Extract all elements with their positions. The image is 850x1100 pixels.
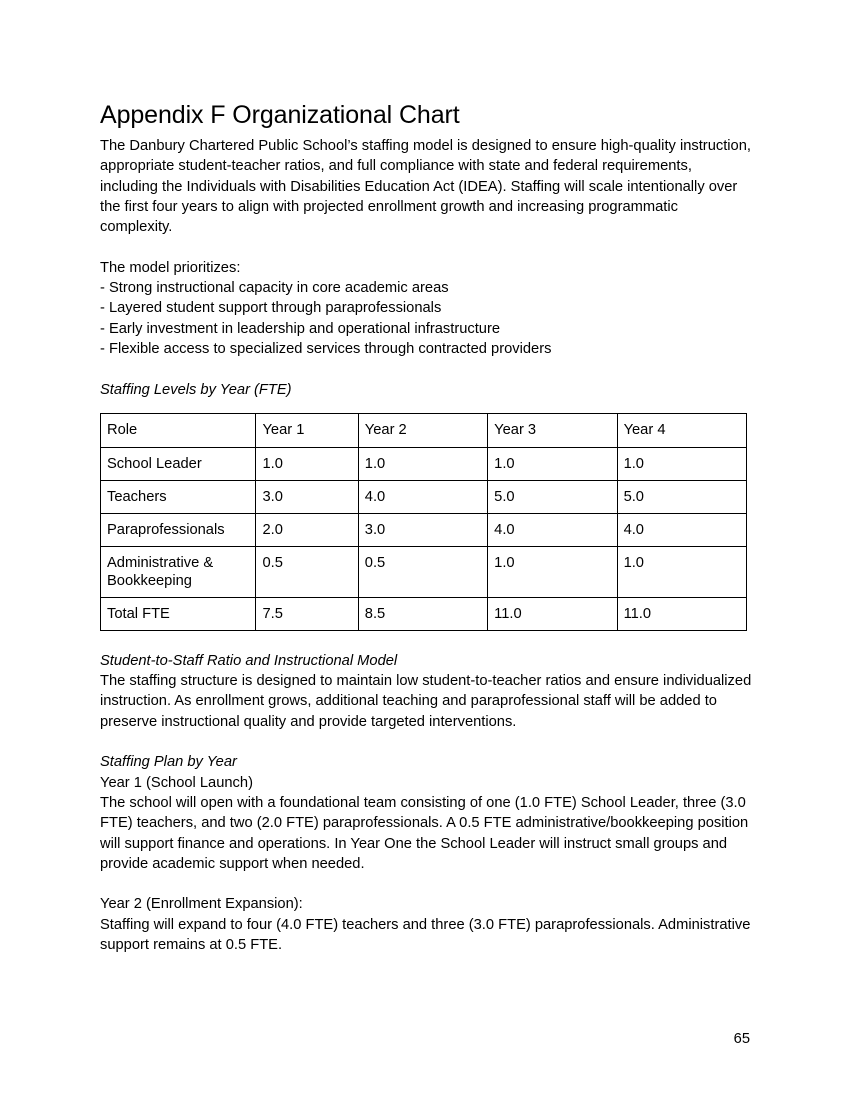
table-cell: 11.0 <box>488 597 617 630</box>
table-cell: 3.0 <box>256 480 358 513</box>
table-cell: 3.0 <box>358 513 487 546</box>
table-cell: Administrative & Bookkeeping <box>101 546 256 597</box>
table-row <box>101 513 747 546</box>
list-item: - Layered student support through paraprofessionals <box>100 300 442 317</box>
table-row <box>101 480 747 513</box>
section-title-plan: Staffing Plan by Year <box>100 754 237 771</box>
table-cell: 1.0 <box>488 447 617 480</box>
column-header: Role <box>101 413 256 447</box>
table-cell: 7.5 <box>256 597 358 630</box>
table-cell: 1.0 <box>617 447 746 480</box>
table-cell: 0.5 <box>256 546 358 597</box>
table-cell: 4.0 <box>488 513 617 546</box>
table-cell: 5.0 <box>617 480 746 513</box>
column-header: Year 2 <box>358 413 487 447</box>
column-header: Year 1 <box>256 413 358 447</box>
table-cell: School Leader <box>101 447 256 480</box>
column-header: Year 4 <box>617 413 746 447</box>
table-cell: 8.5 <box>358 597 487 630</box>
priorities-list <box>100 258 752 359</box>
table-cell: 1.0 <box>256 447 358 480</box>
table-cell: 1.0 <box>617 546 746 597</box>
table-cell: 4.0 <box>617 513 746 546</box>
year1-paragraph: The school will open with a foundational team consisting of one (1.0 FTE) School Leader, three (3.0 FTE) teachers, and two (2.0 FTE) paraprofessionals. A 0.5 FTE administrative/bookkeeping position will support finance and operations. In Year One the School Leader will instruct small groups and provide academic support when needed. <box>100 794 749 872</box>
intro-paragraph: The Danbury Chartered Public School’s staffing model is designed to ensure high-quality instruction, appropriate student-teacher ratios, and full compliance with state and federal requirements, including the Individuals with Disabilities Education Act (IDEA). Staffing will scale intentionally over the first four years to align with projected enrollment growth and increasing programmatic complexity. <box>100 138 751 236</box>
section-title-ratio: Student-to-Staff Ratio and Instructional Model <box>100 652 398 669</box>
year1-heading: Year 1 (School Launch) <box>100 774 253 791</box>
table-cell: 5.0 <box>488 480 617 513</box>
spacer <box>100 874 752 894</box>
table-row <box>101 447 747 480</box>
table-cell: 1.0 <box>488 546 617 597</box>
list-item: - Early investment in leadership and operational infrastructure <box>100 320 501 337</box>
page-number: 65 <box>733 1031 750 1047</box>
year2-heading: Year 2 (Enrollment Expansion): <box>100 896 303 913</box>
table-row <box>101 597 747 630</box>
table-cell: 2.0 <box>256 513 358 546</box>
table-header-row <box>101 413 747 447</box>
table-cell: Paraprofessionals <box>101 513 256 546</box>
table-cell: Teachers <box>101 480 256 513</box>
staffing-table <box>100 413 747 631</box>
priorities-lead: The model prioritizes: <box>100 259 241 276</box>
year2-paragraph: Staffing will expand to four (4.0 FTE) teachers and three (3.0 FTE) paraprofessionals. Administrative support remains at 0.5 FTE. <box>100 916 751 954</box>
table-cell: 0.5 <box>358 546 487 597</box>
spacer <box>100 732 752 752</box>
table-cell: 1.0 <box>358 447 487 480</box>
spacer <box>100 237 752 257</box>
table-cell: Total FTE <box>101 597 256 630</box>
table-cell: 11.0 <box>617 597 746 630</box>
page-title: Appendix F Organizational Chart <box>100 101 460 129</box>
list-item: - Flexible access to specialized services through contracted providers <box>100 340 552 357</box>
table-cell: 4.0 <box>358 480 487 513</box>
column-header: Year 3 <box>488 413 617 447</box>
ratio-paragraph: The staffing structure is designed to maintain low student-to-teacher ratios and ensure individualized instruction. As enrollment grows, additional teaching and paraprofessional staff will be added to preserve instructional quality and provide targeted interventions. <box>100 673 752 730</box>
table-caption: Staffing Levels by Year (FTE) <box>100 381 292 398</box>
spacer <box>100 359 752 379</box>
document-page <box>100 96 752 955</box>
list-item: - Strong instructional capacity in core academic areas <box>100 280 449 297</box>
table-row <box>101 546 747 597</box>
